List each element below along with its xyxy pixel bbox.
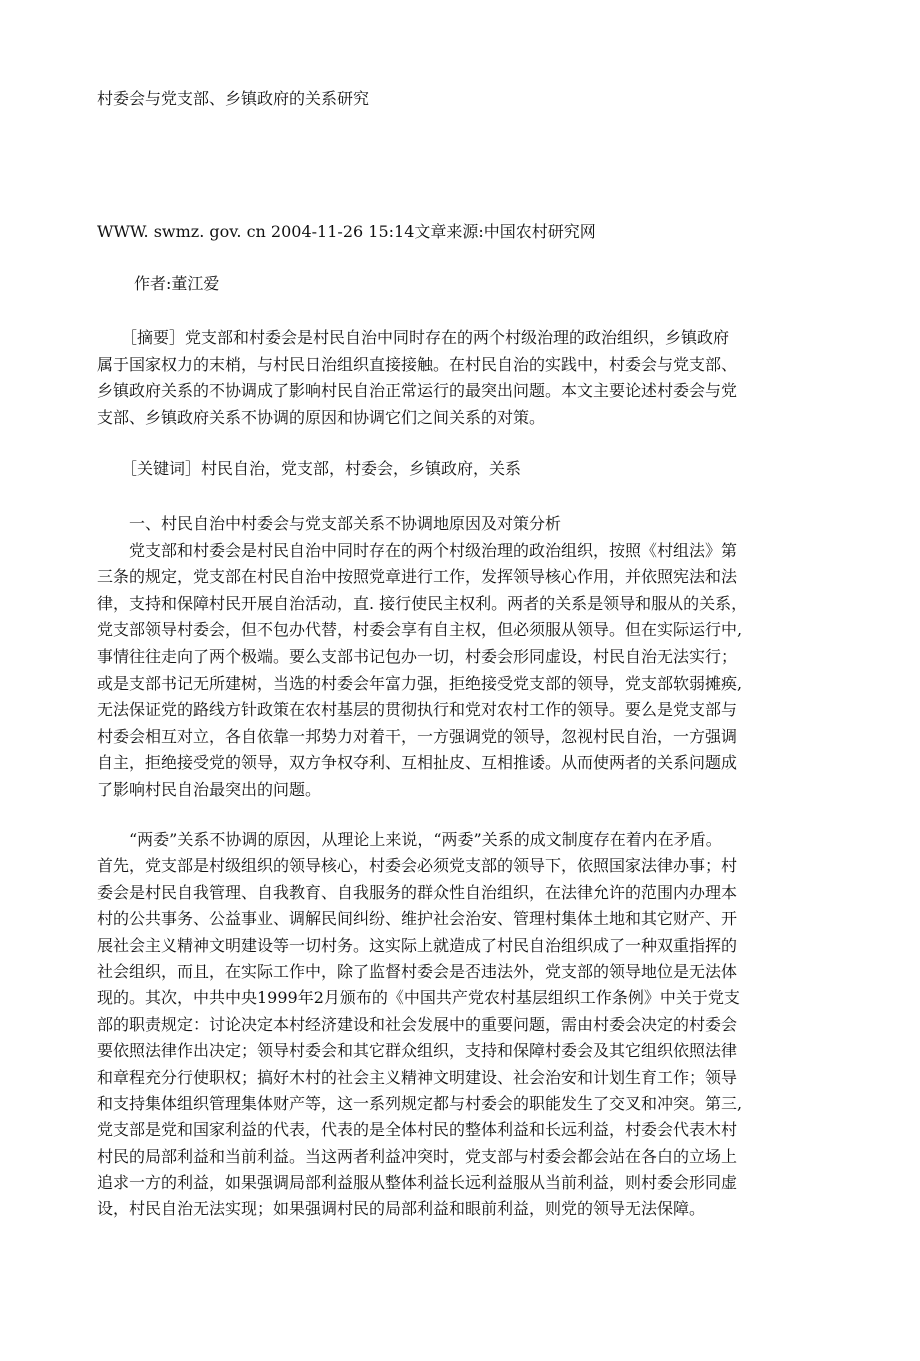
abstract-line: ［摘要］党支部和村委会是村民自治中同时存在的两个村级治理的政治组织，乡镇政府 bbox=[97, 328, 730, 347]
document-title: 村委会与党支部、乡镇政府的关系研究 bbox=[97, 89, 370, 108]
body-line: 和章程充分行使职权；搞好木村的社会主义精神文明建设、社会治安和计划生育工作；领导 bbox=[97, 1067, 738, 1087]
body-line: 党支部是党和国家利益的代表，代表的是全体村民的整体利益和长远利益，村委会代表木村 bbox=[97, 1120, 738, 1140]
keywords-line: ［关键词］村民自治，党支部，村委会，乡镇政府，关系 bbox=[97, 459, 522, 478]
body-line: 了影响村民自治最突出的问题。 bbox=[97, 779, 322, 799]
body-line: 三条的规定，党支部在村民自治中按照党章进行工作，发挥领导核心作用，并依照宪法和法 bbox=[97, 567, 738, 587]
abstract-line: 乡镇政府关系的不协调成了影响村民自治正常运行的最突出问题。本文主要论述村委会与党 bbox=[97, 381, 738, 401]
body-line: 和支持集体组织管理集体财产等，这一系列规定都与村委会的职能发生了交叉和冲突。第三, bbox=[97, 1093, 743, 1113]
body-line: 首先，党支部是村级组织的领导核心，村委会必须党支部的领导下，依照国家法律办事；村 bbox=[97, 856, 738, 876]
body-line: 无法保证党的路线方针政策在农村基层的贯彻执行和党对农村工作的领导。要么是党支部与 bbox=[97, 700, 738, 720]
body-line: 展社会主义精神文明建设等一切村务。这实际上就造成了村民自治组织成了一种双重指挥的 bbox=[97, 935, 738, 955]
body-line: 党支部领导村委会，但不包办代替，村委会享有自主权，但必须服从领导。但在实际运行中, bbox=[97, 620, 743, 640]
source-line: WWW. swmz. gov. cn 2004-11-26 15:14文章来源:中国农村研究网 bbox=[97, 222, 596, 241]
body-line: 追求一方的利益，如果强调局部利益服从整体利益长远利益服从当前利益，则村委会形同虚 bbox=[97, 1173, 738, 1193]
body-line: 设，村民自治无法实现；如果强调村民的局部利益和眼前利益，则党的领导无法保障。 bbox=[97, 1199, 706, 1219]
body-line: 自主，拒绝接受党的领导，双方争权夺利、互相扯皮、互相推诿。从而使两者的关系问题成 bbox=[97, 753, 738, 773]
author-line: 作者:董江爱 bbox=[134, 274, 220, 293]
section-one bbox=[97, 511, 817, 804]
abstract-paragraph bbox=[97, 325, 817, 431]
body-line: 村的公共事务、公益事业、调解民间纠纷、维护社会治安、管理村集体土地和其它财产、开 bbox=[97, 909, 738, 929]
body-line: 村委会相互对立，各自依靠一邦势力对着干，一方强调党的领导，忽视村民自治，一方强调 bbox=[97, 726, 738, 746]
body-line: 党支部和村委会是村民自治中同时存在的两个村级治理的政治组织，按照《村组法》第 bbox=[97, 540, 738, 560]
body-line: 社会组织，而且，在实际工作中，除了监督村委会是否违法外，党支部的领导地位是无法体 bbox=[97, 961, 738, 981]
body-paragraph-two bbox=[97, 827, 817, 1223]
keywords-paragraph bbox=[97, 456, 817, 483]
body-line: 或是支部书记无所建树，当选的村委会年富力强，拒绝接受党支部的领导，党支部软弱摊痪, bbox=[97, 673, 743, 693]
abstract-line: 支部、乡镇政府关系不协调的原因和协调它们之间关系的对策。 bbox=[97, 407, 546, 427]
body-line: 要依照法律作出决定；领导村委会和其它群众组织，支持和保障村委会及其它组织依照法律 bbox=[97, 1041, 738, 1061]
body-line: 律，支持和保障村民开展自治活动，直. 接行使民主权利。两者的关系是领导和服从的关系， bbox=[97, 593, 748, 613]
body-line: 现的。其次，中共中央1999年2月颁布的《中国共产党农村基层组织工作条例》中关于党支 bbox=[97, 988, 740, 1008]
body-line: 部的职责规定：讨论决定本村经济建设和社会发展中的重要问题，需由村委会决定的村委会 bbox=[97, 1014, 738, 1034]
body-line: 村民的局部利益和当前利益。当这两者利益冲突时，党支部与村委会都会站在各白的立场上 bbox=[97, 1146, 738, 1166]
body-line: “两委”关系不协调的原因，从理论上来说，“两委”关系的成文制度存在着内在矛盾。 bbox=[97, 830, 722, 849]
body-line: 委会是村民自我管理、自我教育、自我服务的群众性自治组织，在法律允许的范围内办理本 bbox=[97, 882, 738, 902]
section-heading: 一、村民自治中村委会与党支部关系不协调地原因及对策分析 bbox=[97, 514, 562, 533]
abstract-line: 属于国家权力的末梢，与村民日治组织直接接触。在村民自治的实践中，村委会与党支部、 bbox=[97, 354, 738, 374]
body-line: 事情往往走向了两个极端。要么支部书记包办一切，村委会形同虚设，村民自治无法实行； bbox=[97, 646, 738, 666]
